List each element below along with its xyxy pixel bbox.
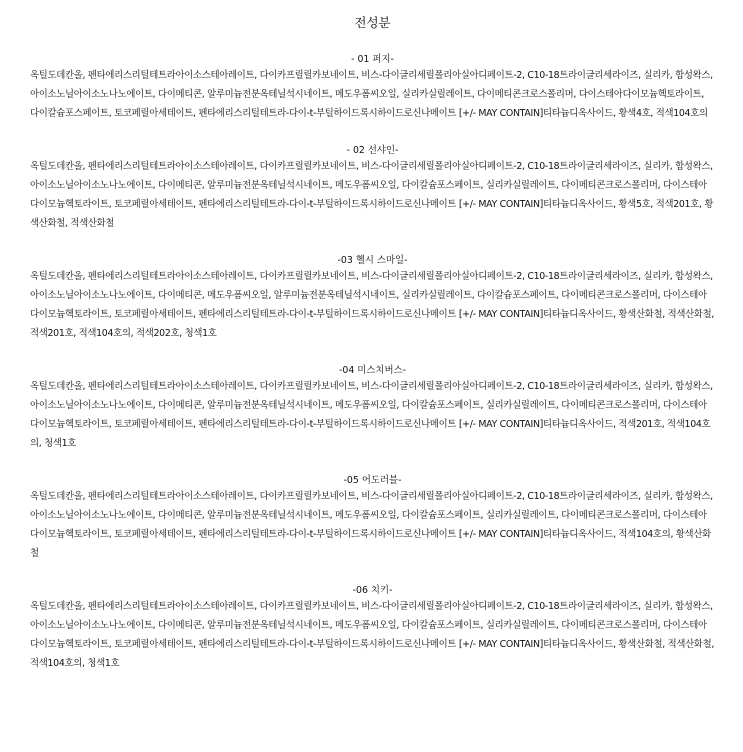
section-heading: -04 미스치버스- [339, 365, 406, 376]
ingredient-list: 옥틸도데칸올, 펜타에리스리틸테트라아이소스테아레이트, 다이카프릴릴카보네이트, 비스-다이글리세릴폴리아실아디페이트-2, C10-18트라이글리세라이즈, 실리카, 합성왁스, 아이소노닐아이소노나노에이트, 다이메티콘, 알루미늄전분옥테닐석시네이트, 메도우폼씨오일, 다이칼슘포스페이트, 실리카실릴레이트, 다이메티콘크로스폴리머, 다이스테아다이모늄헥토라이트, 토코페릴아세테이트, 펜타에리스리틸테트라-다이-t-부틸하이드록시하이드로신나메이트 [+/- MAY CONTAIN]티타늄디옥사이드, 적색104호의, 황색산화철 [30, 491, 713, 559]
section-heading: - 01 퍼지- [351, 54, 394, 65]
product-section-04 [30, 364, 715, 453]
section-heading: - 02 선샤인- [346, 145, 399, 156]
page-title: 전성분 [354, 15, 391, 30]
product-section-06 [30, 584, 715, 673]
ingredient-list: 옥틸도데칸올, 펜타에리스리틸테트라아이소스테아레이트, 다이카프릴릴카보네이트, 비스-다이글리세릴폴리아실아디페이트-2, C10-18트라이글리세라이즈, 실리카, 합성왁스, 아이소노닐아이소노나노에이트, 다이메티콘, 알루미늄전분옥테닐석시네이트, 메도우폼씨오일, 실리카실릴레이트, 다이메티콘크로스폴리머, 다이스테아다이모늄헥토라이트, 다이칼슘포스페이트, 토코페릴아세테이트, 펜타에리스리틸테트라-다이-t-부틸하이드록시하이드로신나메이트 [+/- MAY CONTAIN]티타늄디옥사이드, 황색4호, 적색104호의 [30, 70, 713, 119]
product-section-05 [30, 474, 715, 563]
ingredient-list: 옥틸도데칸올, 펜타에리스리틸테트라아이소스테아레이트, 다이카프릴릴카보네이트, 비스-다이글리세릴폴리아실아디페이트-2, C10-18트라이글리세라이즈, 실리카, 합성왁스, 아이소노닐아이소노나노에이트, 다이메티콘, 알루미늄전분옥테닐석시네이트, 메도우폼씨오일, 다이칼슘포스페이트, 실리카실릴레이트, 다이메티콘크로스폴리머, 다이스테아다이모늄헥토라이트, 토코페릴아세테이트, 펜타에리스리틸테트라-다이-t-부틸하이드록시하이드로신나메이트 [+/- MAY CONTAIN]티타늄디옥사이드, 황색산화철, 적색산화철, 적색104호의, 청색1호 [30, 601, 715, 669]
ingredient-list: 옥틸도데칸올, 펜타에리스리틸테트라아이소스테아레이트, 다이카프릴릴카보네이트, 비스-다이글리세릴폴리아실아디페이트-2, C10-18트라이글리세라이즈, 실리카, 합성왁스, 아이소노닐아이소노나노에이트, 다이메티콘, 메도우폼씨오일, 알루미늄전분옥테닐석시네이트, 실리카실릴레이트, 다이칼슘포스페이트, 다이메티콘크로스폴리머, 다이스테아다이모늄헥토라이트, 토코페릴아세테이트, 펜타에리스리틸테트라-다이-t-부틸하이드록시하이드로신나메이트 [+/- MAY CONTAIN]티타늄디옥사이드, 황색산화철, 적색산화철, 적색201호, 적색104호의, 적색202호, 청색1호 [30, 271, 715, 339]
product-section-03 [30, 254, 715, 343]
product-section-02 [30, 144, 715, 233]
ingredient-list: 옥틸도데칸올, 펜타에리스리틸테트라아이소스테아레이트, 다이카프릴릴카보네이트, 비스-다이글리세릴폴리아실아디페이트-2, C10-18트라이글리세라이즈, 실리카, 합성왁스, 아이소노닐아이소노나노에이트, 다이메티콘, 알루미늄전분옥테닐석시네이트, 메도우폼씨오일, 다이칼슘포스페이트, 실리카실릴레이트, 다이메티콘크로스폴리머, 다이스테아다이모늄헥토라이트, 토코페릴아세테이트, 펜타에리스리틸테트라-다이-t-부틸하이드록시하이드로신나메이트 [+/- MAY CONTAIN]티타늄디옥사이드, 적색201호, 적색104호의, 청색1호 [30, 381, 713, 449]
section-heading: -03 헬시 스마일- [337, 255, 408, 266]
product-section-01 [30, 53, 715, 123]
section-heading: -05 어도러블- [343, 475, 402, 486]
section-heading: -06 치키- [352, 585, 393, 596]
ingredient-list: 옥틸도데칸올, 펜타에리스리틸테트라아이소스테아레이트, 다이카프릴릴카보네이트, 비스-다이글리세릴폴리아실아디페이트-2, C10-18트라이글리세라이즈, 실리카, 합성왁스, 아이소노닐아이소노나노에이트, 다이메티콘, 알루미늄전분옥테닐석시네이트, 메도우폼씨오일, 다이칼슘포스페이트, 실리카실릴레이트, 다이메티콘크로스폴리머, 다이스테아다이모늄헥토라이트, 토코페릴아세테이트, 펜타에리스리틸테트라-다이-t-부틸하이드록시하이드로신나메이트 [+/- MAY CONTAIN]티타늄디옥사이드, 황색5호, 적색201호, 황색산화철, 적색산화철 [30, 161, 714, 229]
